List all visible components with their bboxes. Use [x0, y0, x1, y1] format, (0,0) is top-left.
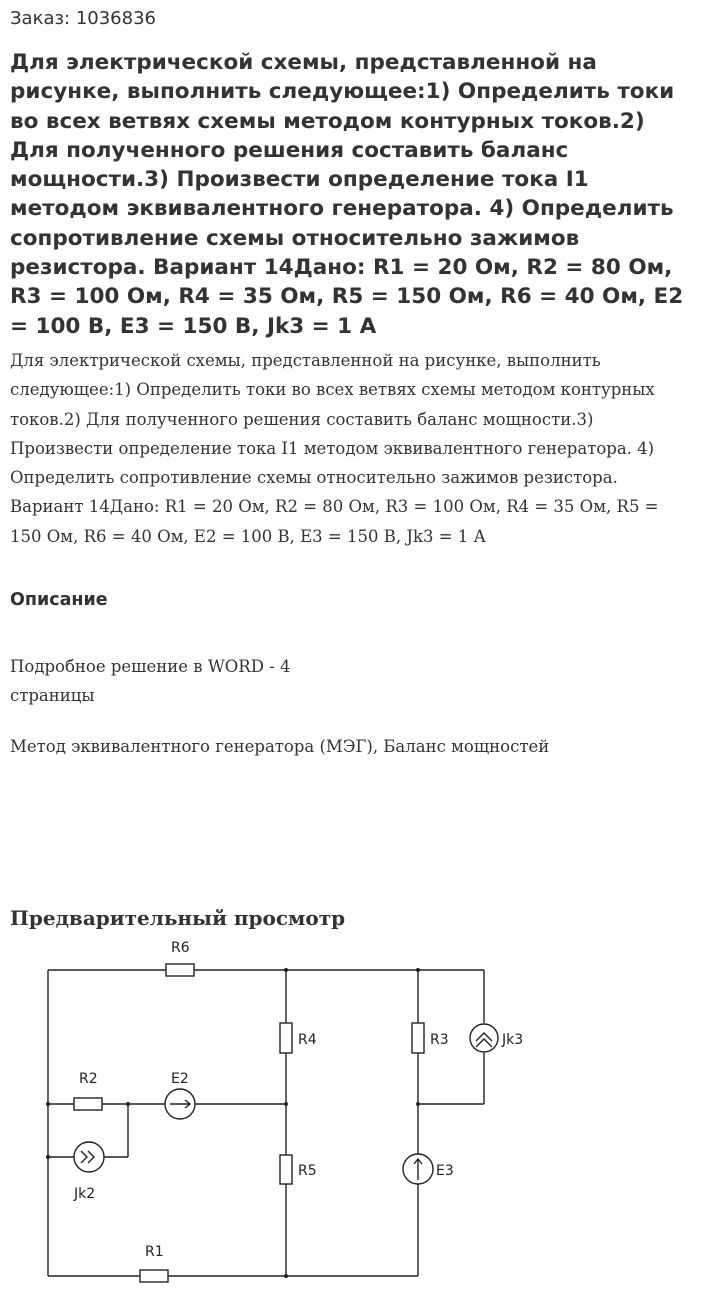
task-title: Для электрической схемы, представленной на рисунке, выполнить следующее:1) Определить токи во всех ветвях схемы методом контурных токов.2) Для полученного решения составить баланс мощности.3) Произвести определение тока I1 методом эквивалентного генератора. 4) Определить сопротивление схемы относительно зажимов резистора. Вариант 14Дано: R1 = 20 Ом, R2 = 80 Ом, R3 = 100 Ом, R4 = 35 Ом, R5 = 150 Ом, R6 = 40 Ом, E2 = 100 В, E3 = 150 В, Jk3 = 1 А: [10, 50, 684, 339]
label-jk2: Jk2: [74, 1186, 96, 1202]
current-source-jk2-icon: [74, 1142, 104, 1172]
label-r1: R1: [145, 1244, 164, 1260]
label-e3: E3: [436, 1163, 454, 1179]
description-detail: Подробное решение в WORD - 4 страницы: [10, 657, 291, 705]
resistor-r1: [140, 1270, 168, 1282]
resistor-r2: [74, 1098, 102, 1110]
label-r6: R6: [171, 940, 190, 956]
resistor-r6: [166, 964, 194, 976]
label-jk3: Jk3: [502, 1032, 524, 1048]
label-e2: E2: [171, 1071, 189, 1087]
circuit-schematic: [0, 930, 701, 1296]
voltage-source-e3-icon: [403, 1154, 433, 1184]
label-r3: R3: [430, 1032, 449, 1048]
label-r2: R2: [79, 1071, 98, 1087]
current-source-jk3-icon: [470, 1024, 498, 1052]
voltage-source-e2-icon: [165, 1089, 195, 1119]
task-body: Для электрической схемы, представленной на рисунке, выполнить следующее:1) Определить токи во всех ветвях схемы методом контурных токов.2) Для полученного решения составить баланс мощности.3) Произвести определение тока I1 методом эквивалентного генератора. 4) Определить сопротивление схемы относительно зажимов резистора. Вариант 14Дано: R1 = 20 Ом, R2 = 80 Ом, R3 = 100 Ом, R4 = 35 Ом, R5 = 150 Ом, R6 = 40 Ом, E2 = 100 В, E3 = 150 В, Jk3 = 1 А: [10, 351, 659, 546]
resistor-r3: [412, 1023, 424, 1053]
order-number: Заказ: 1036836: [10, 8, 156, 29]
description-heading: Описание: [10, 590, 108, 610]
junction-dots: [46, 968, 420, 1278]
description-methods: Метод эквивалентного генератора (МЭГ), Баланс мощностей: [10, 737, 550, 756]
preview-heading: Предварительный просмотр: [10, 906, 346, 930]
label-r4: R4: [298, 1032, 317, 1048]
resistor-r4: [280, 1023, 292, 1053]
label-r5: R5: [298, 1163, 317, 1179]
circuit-wires: [48, 970, 484, 1276]
resistor-r5: [280, 1155, 292, 1184]
